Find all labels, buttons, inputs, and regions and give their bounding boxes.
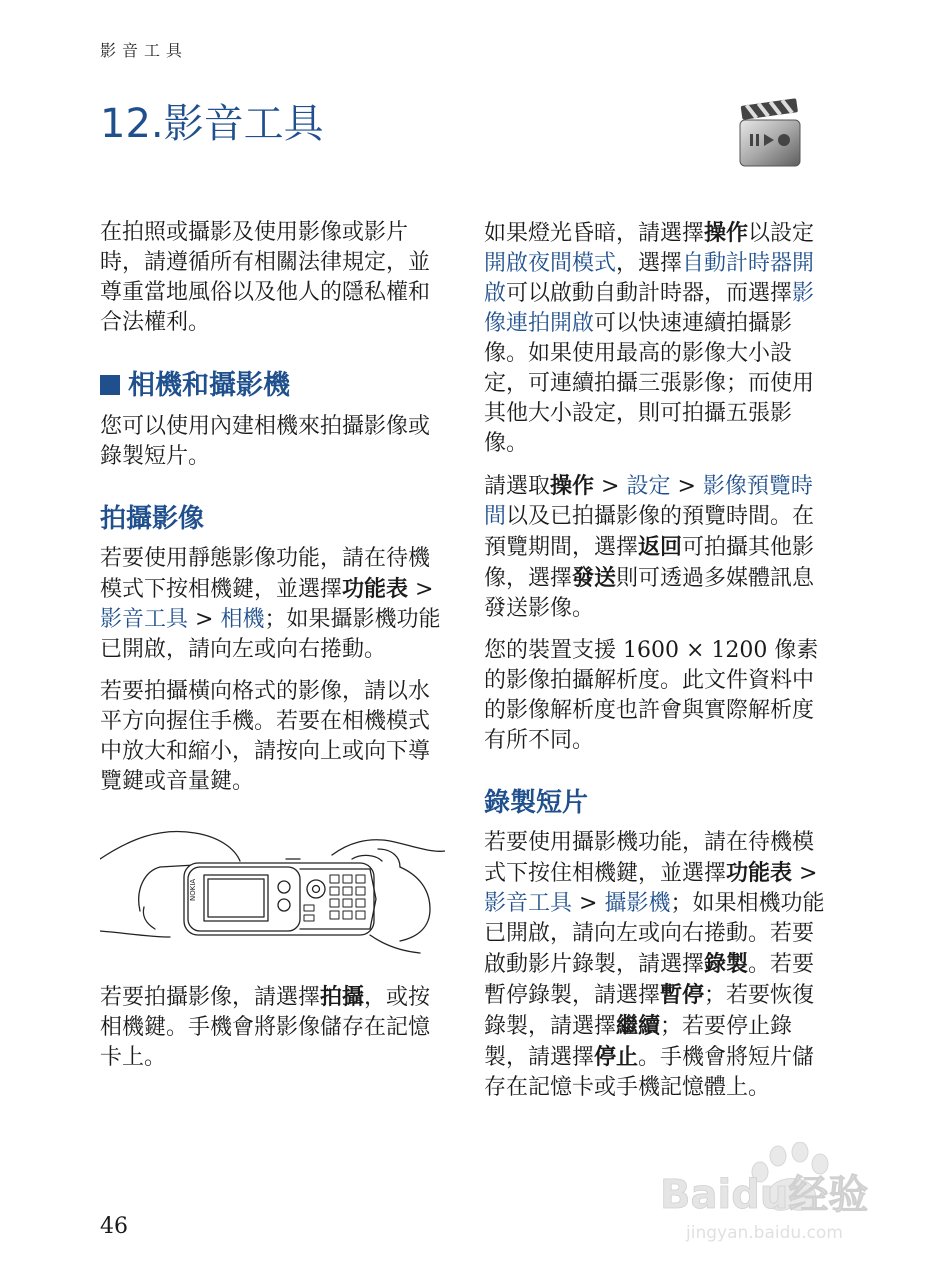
- text-run: ，或按相機鍵。手機會將影像儲存在記憶卡上。: [100, 985, 431, 1070]
- chapter-title: 12.影音工具: [100, 101, 324, 147]
- intro-paragraph: 在拍照或攝影及使用影像或影片時，請遵循所有相關法律規定，並尊重當地風俗以及他人的隱私權和合法權利。: [100, 220, 431, 335]
- text-run: 若要拍攝影像，請選擇: [100, 985, 321, 1010]
- capture-paragraph-1: [100, 544, 445, 665]
- menu-path-link: 設定: [626, 474, 671, 499]
- text-run: 可拍攝其他影像，選擇: [484, 535, 815, 591]
- text-run: 。若要暫停錄製，請選擇: [484, 952, 815, 1008]
- subheading-capture-image: 拍攝影像: [100, 504, 205, 534]
- menu-term: 暫停: [660, 982, 705, 1008]
- text-run: ；如果攝影機功能已開啟，請向左或向右捲動。: [100, 607, 441, 662]
- menu-path-link: 影像預覽時間: [484, 474, 813, 529]
- svg-text:NOKIA: NOKIA: [189, 878, 197, 901]
- capture-paragraph-3: [100, 982, 445, 1073]
- menu-term: 拍攝: [320, 984, 365, 1010]
- section-bullet-icon: [100, 375, 120, 395]
- menu-term: 繼續: [616, 1013, 661, 1039]
- text-run: 可以快速連續拍攝影像。如果使用最高的影像大小設定，可連續拍攝三張影像；而使用其他大小設定，則可拍攝五張影像。: [484, 311, 815, 456]
- path-separator: >: [670, 474, 703, 499]
- menu-term: 錄製: [704, 951, 749, 977]
- menu-term: 發送: [572, 565, 617, 591]
- text-run: 若要使用攝影機功能，請在待機模式下按住相機鍵，並選擇: [484, 830, 815, 886]
- subheading-record-video: 錄製短片: [484, 788, 589, 818]
- path-separator: >: [408, 577, 434, 602]
- menu-path-link: 影音工具: [100, 607, 189, 632]
- left-column: [100, 218, 445, 1085]
- record-video-paragraph: [484, 828, 829, 1103]
- path-separator: >: [572, 891, 605, 916]
- text-run: 如果燈光昏暗，請選擇: [484, 221, 705, 246]
- section-heading-text: 相機和攝影機: [128, 370, 290, 401]
- text-run: ；如果相機功能已開啟，請向左或向右捲動。若要啟動影片錄製，請選擇: [484, 891, 825, 977]
- watermark-url: jingyan.baidu.com: [686, 1223, 843, 1243]
- menu-term: 功能表: [726, 860, 793, 886]
- option-link: 自動計時器開啟: [484, 251, 815, 306]
- text-run: ；若要停止錄製，請選擇: [484, 1014, 793, 1070]
- hands-holding-phone-illustration: [100, 819, 445, 954]
- menu-term: 操作: [550, 473, 595, 499]
- text-run: ；若要恢復錄製，請選擇: [484, 983, 815, 1039]
- text-run: 以設定: [748, 221, 815, 246]
- path-separator: >: [594, 474, 627, 499]
- text-run: 。手機會將短片儲存在記憶卡或手機記憶體上。: [484, 1045, 815, 1100]
- text-run: 可以啟動自動計時器，而選擇: [506, 281, 793, 306]
- menu-path-link: 影音工具: [484, 891, 573, 916]
- video-clapper-icon: [736, 94, 804, 172]
- section-heading: [100, 368, 445, 404]
- right-column: [484, 218, 829, 1115]
- menu-path-link: 攝影機: [604, 891, 671, 916]
- path-separator: >: [792, 861, 818, 886]
- menu-path-link: 相機: [220, 607, 265, 632]
- path-separator: >: [188, 607, 221, 632]
- low-light-paragraph: [484, 218, 829, 459]
- text-run: 以及已拍攝影像的預覽時間。在預覽期間，選擇: [484, 504, 815, 560]
- baidu-jingyan-watermark: [660, 1142, 875, 1252]
- preview-time-paragraph: [484, 471, 829, 624]
- option-link: 影像連拍開啟: [484, 281, 815, 336]
- text-run: ，選擇: [616, 251, 683, 276]
- page-number: 46: [100, 1214, 128, 1239]
- section-intro-paragraph: 您可以使用內建相機來拍攝影像或錄製短片。: [100, 414, 431, 469]
- text-run: 則可透過多媒體訊息發送影像。: [484, 566, 815, 621]
- menu-term: 停止: [594, 1044, 639, 1070]
- capture-paragraph-2: 若要拍攝橫向格式的影像，請以水平方向握住手機。若要在相機模式中放大和縮小，請按向上或向下導覽鍵或音量鍵。: [100, 679, 431, 794]
- menu-term: 操作: [704, 220, 749, 246]
- text-run: 請選取: [484, 474, 551, 499]
- text-run: 若要使用靜態影像功能，請在待機模式下按相機鍵，並選擇: [100, 546, 431, 602]
- menu-term: 功能表: [342, 576, 409, 602]
- option-link: 開啟夜間模式: [484, 251, 617, 276]
- watermark-brand: Baidu经验: [660, 1172, 869, 1218]
- resolution-paragraph: 您的裝置支援 1600 × 1200 像素的影像拍攝解析度。此文件資料中的影像解析度也許會與實際解析度有所不同。: [484, 638, 819, 753]
- menu-term: 返回: [638, 534, 683, 560]
- running-header: 影音工具: [100, 41, 189, 60]
